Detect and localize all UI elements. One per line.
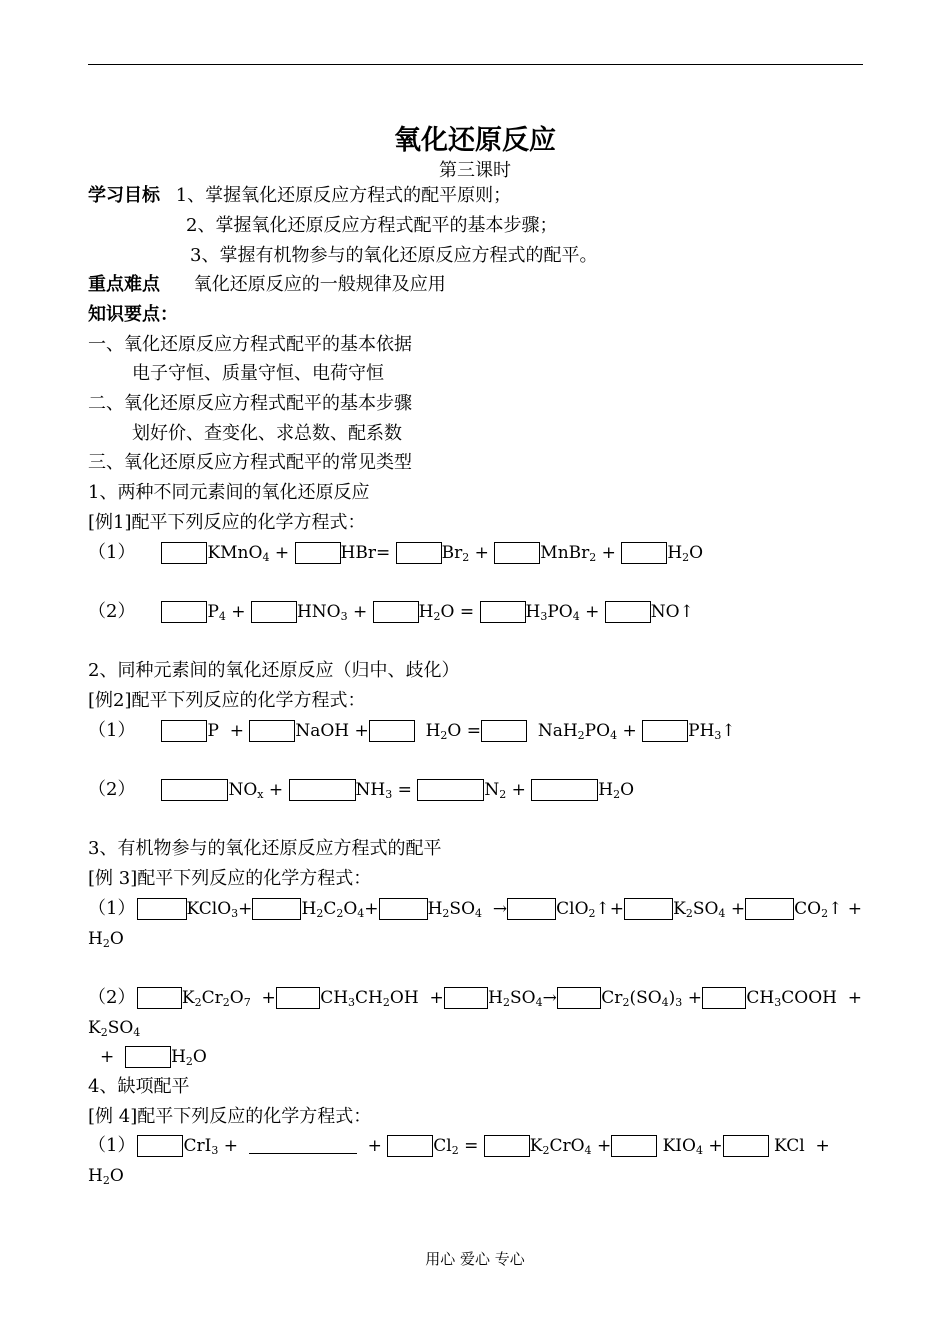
section-3-title: 三、氧化还原反应方程式配平的常见类型 (88, 452, 412, 473)
coefficient-box[interactable] (396, 542, 442, 564)
example-4-equation-1: （1） CrI$_3$ + + $Cl_2$ = $K_2CrO_4$ + $KIO_4$ + KCl + (88, 1135, 830, 1157)
section-1-body: 电子守恒、质量守恒、电荷守恒 (132, 363, 384, 384)
coefficient-box[interactable] (621, 542, 667, 564)
coefficient-box[interactable] (137, 898, 186, 920)
header-rule (88, 64, 863, 65)
section-2-title: 二、氧化还原反应方程式配平的基本步骤 (88, 393, 412, 414)
type-4-title: 4、缺项配平 (88, 1076, 190, 1097)
coefficient-box[interactable] (161, 720, 207, 742)
coefficient-box[interactable] (387, 1135, 433, 1157)
coefficient-box[interactable] (369, 720, 415, 742)
coefficient-box[interactable] (295, 542, 341, 564)
missing-species-blank[interactable] (249, 1139, 357, 1154)
coefficient-box[interactable] (444, 987, 488, 1009)
equation-number: （2） (88, 601, 136, 622)
example-2-equation-1: （1） P + NaOH + $H_2O$ = $NaH_2PO_4$ + $PH_3↑$ (88, 720, 736, 742)
objectives-row-2 (186, 213, 862, 239)
coefficient-box[interactable] (494, 542, 540, 564)
type-2-title: 2、同种元素间的氧化还原反应（归中、歧化） (88, 660, 460, 681)
coefficient-box[interactable] (507, 898, 556, 920)
objectives-label: 学习目标 (88, 185, 160, 206)
type-1-title: 1、两种不同元素间的氧化还原反应 (88, 482, 370, 503)
objective-item: 3、掌握有机物参与的氧化还原反应方程式的配平。 (190, 245, 598, 266)
coefficient-box[interactable] (252, 898, 301, 920)
objective-item: 2、掌握氧化还原反应方程式配平的基本步骤； (186, 215, 558, 236)
equation-number: （1） (88, 720, 136, 741)
coefficient-box[interactable] (137, 1135, 183, 1157)
knowledge-label: 知识要点： (88, 304, 178, 325)
page-footer: 用心 爱心 专心 (425, 1250, 525, 1268)
coefficient-box[interactable] (161, 601, 207, 623)
key-points-label: 重点难点 (88, 274, 160, 295)
equation-number: （1） (88, 1135, 136, 1156)
example-2-heading: [例2]配平下列反应的化学方程式： (88, 690, 366, 711)
section-1-title: 一、氧化还原反应方程式配平的基本依据 (88, 334, 412, 355)
coefficient-box[interactable] (161, 779, 228, 801)
coefficient-box[interactable] (745, 898, 794, 920)
objective-item: 1、掌握氧化还原反应方程式的配平原则； (175, 185, 512, 206)
example-1-heading: [例1]配平下列反应的化学方程式： (88, 512, 366, 533)
coefficient-box[interactable] (289, 779, 356, 801)
example-1-equation-2: （2） $P_4$ + $HNO_3$ + $H_2O$ = $H_3PO_4$ + NO↑ (88, 601, 694, 623)
equation-number: （1） (88, 542, 136, 563)
coefficient-box[interactable] (137, 987, 181, 1009)
example-3-equation-2-cont2: + $H_2O$ (100, 1047, 207, 1068)
coefficient-box[interactable] (702, 987, 746, 1009)
coefficient-box[interactable] (557, 987, 601, 1009)
example-4-equation-1-cont: $H_2O$ (88, 1166, 124, 1187)
coefficient-box[interactable] (605, 601, 651, 623)
key-points-row (88, 272, 862, 298)
coefficient-box[interactable] (624, 898, 673, 920)
page-title: 氧化还原反应 (394, 125, 556, 156)
example-3-equation-1-cont: $H_2O$ (88, 929, 124, 950)
objectives-row-3 (190, 243, 862, 269)
coefficient-box[interactable] (251, 601, 297, 623)
example-3-equation-2-cont: $K_2SO_4$ (88, 1018, 141, 1039)
coefficient-box[interactable] (161, 542, 207, 564)
equation-number: （1） (88, 898, 136, 919)
coefficient-box[interactable] (481, 720, 527, 742)
coefficient-box[interactable] (480, 601, 526, 623)
page-subtitle: 第三课时 (439, 160, 511, 181)
example-3-equation-1: （1） KClO$_3$+ $H_2C_2O_4+$ $H_2SO_4$ → ClO$_2$↑+ $K_2SO_4$ + $CO_2↑$ + (88, 898, 863, 920)
coefficient-box[interactable] (373, 601, 419, 623)
objectives-row-1 (88, 183, 862, 209)
example-3-equation-2: （2） $K_2Cr_2O_7$ + $CH_3CH_2OH$ + $H_2SO_4\to$ $Cr_2(SO_4)_3$ + $CH_3COOH$ + (88, 987, 863, 1009)
key-points-text: 氧化还原反应的一般规律及应用 (193, 274, 446, 295)
example-1-equation-1: （1） KMnO$_4$ + HBr= $Br_2$ + MnBr$_2$ + $H_2O$ (88, 542, 704, 564)
coefficient-box[interactable] (125, 1046, 171, 1068)
coefficient-box[interactable] (531, 779, 598, 801)
section-2-body: 划好价、查变化、求总数、配系数 (132, 423, 402, 444)
equation-number: （2） (88, 779, 136, 800)
coefficient-box[interactable] (276, 987, 320, 1009)
type-3-title: 3、有机物参与的氧化还原反应方程式的配平 (88, 838, 442, 859)
coefficient-box[interactable] (379, 898, 428, 920)
coefficient-box[interactable] (417, 779, 484, 801)
coefficient-box[interactable] (611, 1135, 657, 1157)
coefficient-box[interactable] (642, 720, 688, 742)
coefficient-box[interactable] (723, 1135, 769, 1157)
example-3-heading: [例 3]配平下列反应的化学方程式： (88, 868, 372, 889)
example-4-heading: [例 4]配平下列反应的化学方程式： (88, 1106, 372, 1127)
coefficient-box[interactable] (484, 1135, 530, 1157)
equation-number: （2） (88, 987, 136, 1008)
coefficient-box[interactable] (249, 720, 295, 742)
example-2-equation-2: （2） $NO_x$ + $NH_3$ = $N_2$ + $H_2O$ (88, 779, 635, 801)
